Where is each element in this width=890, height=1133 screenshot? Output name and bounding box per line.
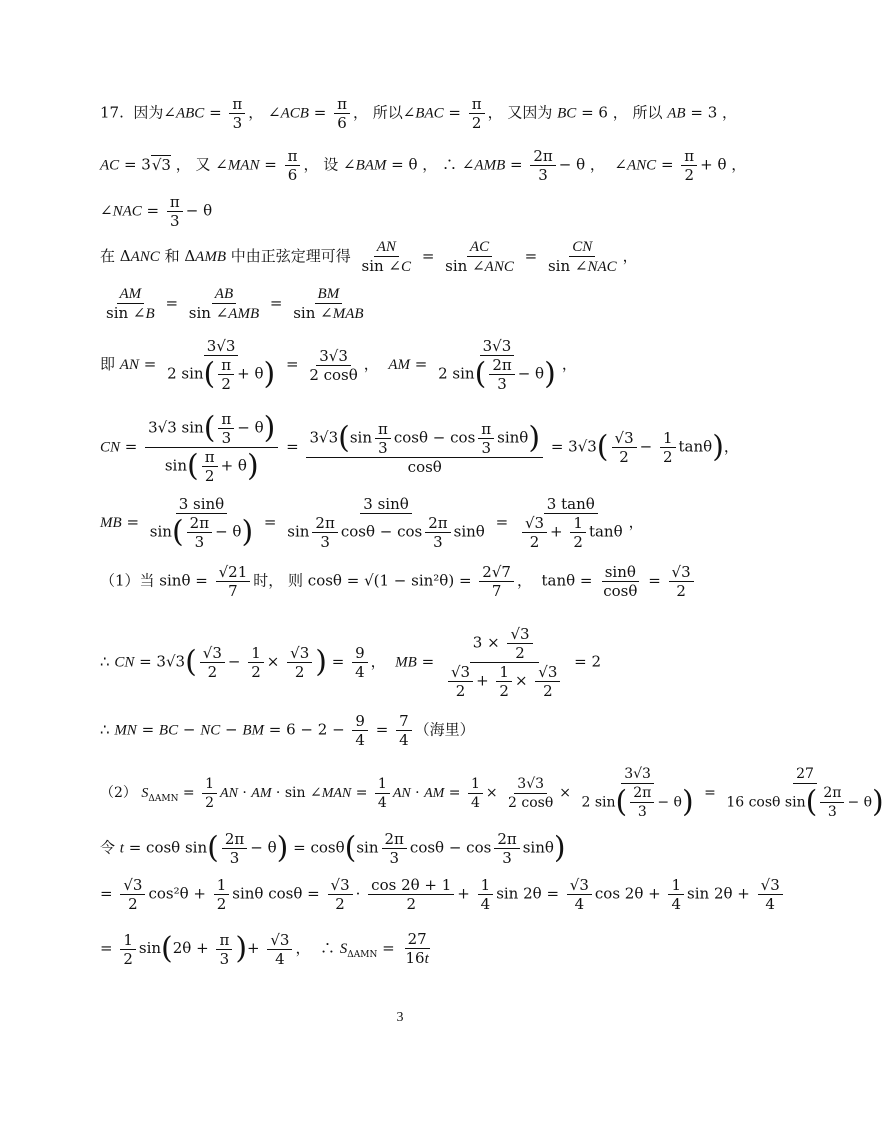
solution-line-12: （2） $S_{\Delta AMN}$ = $\frac{1}{2}$ AN · AM · sin ∠MAN = $\frac{1}{4}$ AN · AM = $\frac{1}{4}$ × $\frac{3√3}{2 \cos\theta}$ × 3√3 2 sin( $\frac{2\pi}{3}$ − θ) = 27 16 cosθ sin( $\frac{2\pi}{3}$ − θ) [100, 766, 884, 820]
solution-line-14: = $\frac{√3}{2}$ cos²θ + $\frac{1}{2}$ sinθ cosθ = $\frac{√3}{2}$ · $\frac{\cos 2\theta + 1}{2}$ + $\frac{1}{4}$ sin 2θ = $\frac{√3}{4}$ cos 2θ + $\frac{1}{4}$ sin 2θ + $\frac{√3}{4}$ [100, 876, 786, 913]
solution-line-1: 17. 因为∠ABC = $\frac{\pi}{3}$ ， ∠ACB = $\frac{\pi}{6}$ ， 所以∠BAC = $\frac{\pi}{2}$ ， 又因为 BC = 6 ， 所以 AB = 3 ， [100, 95, 738, 132]
page-number: 3 [396, 1010, 404, 1025]
solution-line-10: ∴ CN = 3√3( $\frac{√3}{2}$ − $\frac{1}{2}$ × $\frac{√3}{2}$ ) = $\frac{9}{4}$ ， MB = 3 × $\frac{√3}{2}$ $\frac{√3}{2}$ + $\frac{1}{2}$ × $\frac{√3}{2}$ = 2 [100, 625, 602, 700]
solution-line-7: CN = 3√3 sin( $\frac{\pi}{3}$ − θ) sin( $\frac{\pi}{2}$ + θ) = 3√3(sin $\frac{\pi}{3}$ cosθ − cos $\frac{\pi}{3}$ sinθ) cosθ = 3√3( $\frac{√3}{2}$ − $\frac{1}{2}$ tanθ)， [100, 410, 739, 485]
solution-line-8: MB = 3 sinθ sin( $\frac{2\pi}{3}$ − θ) = 3 sinθ sin $\frac{2\pi}{3}$ cosθ − cos $\frac{2\pi}{3}$ sinθ = 3 tanθ $\frac{√3}{2}$ + $\frac{1}{2}$ tanθ ， [100, 495, 644, 551]
solution-line-11: ∴ MN = BC − NC − BM = 6 − 2 − $\frac{9}{4}$ = $\frac{7}{4}$ （海里） [100, 712, 475, 749]
solution-line-15: = $\frac{1}{2}$ sin(2θ + $\frac{\pi}{3}$ )+ $\frac{√3}{4}$ ， ∴ $S_{\Delta AMN}$ = $\frac{27}{16t}$ [100, 930, 429, 968]
solution-line-6: 即 AN = 3√3 2 sin( $\frac{\pi}{2}$ + θ) = $\frac{3√3}{2 \cos\theta}$ ， AM = 3√3 2 sin( $\frac{2\pi}{3}$ − θ) ， [100, 337, 577, 393]
solution-line-9: （1）当 sinθ = $\frac{√21}{7}$ 时， 则 cosθ = √(1 − sin²θ) = $\frac{2√7}{7}$ ， tanθ = $\frac{\sin\theta}{\cos\theta}$ = $\frac{√3}{2}$ [100, 563, 697, 600]
solution-line-3: ∠NAC = $\frac{\pi}{3}$ − θ [100, 193, 213, 230]
solution-line-5: $\frac{AM}{\sin \angle B}$ = $\frac{AB}{\text{sin ∠AMB}}$ = $\frac{BM}{\text{sin ∠MAB}}$ [106, 286, 364, 322]
solution-line-4: 在 ΔANC 和 ΔAMB 中由正弦定理可得 $\frac{AN}{\sin \angle C}$ = $\frac{AC}{\text{sin ∠ANC}}$ = $\frac{CN}{\text{sin ∠NAC}}$ ， [100, 239, 638, 275]
solution-line-13: 令 t = cosθ sin( $\frac{2\pi}{3}$ − θ) = cosθ(sin $\frac{2\pi}{3}$ cosθ − cos $\frac{2\pi}{3}$ sinθ) [100, 830, 566, 867]
solution-line-2: AC = 3√3 ， 又 ∠MAN = $\frac{\pi}{6}$ ， 设 ∠BAM = θ ， ∴ ∠AMB = $\frac{2\pi}{3}$ − θ ， ∠ANC = $\frac{\pi}{2}$ + θ ， [100, 147, 747, 184]
